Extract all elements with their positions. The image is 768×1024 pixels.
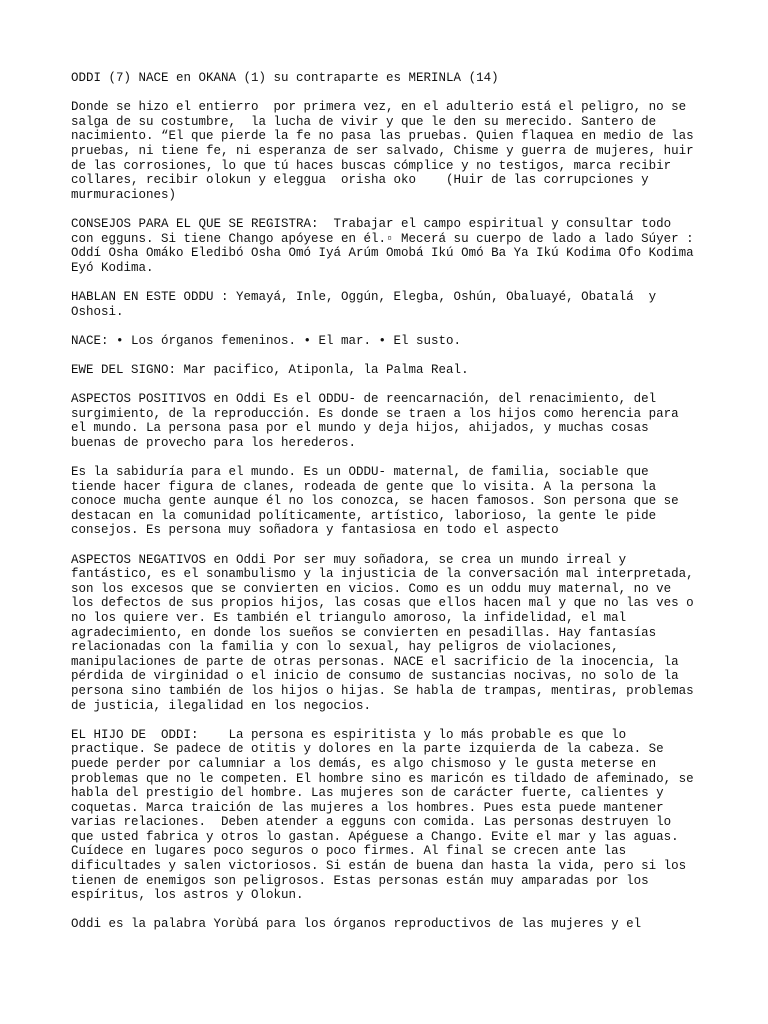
consejos-paragraph: CONSEJOS PARA EL QUE SE REGISTRA: Trabajar el campo espiritual y consultar todo con egguns. Si tiene Chango apóyese en él.▫ Mecerá su cuerpo de lado a lado Súyer : Oddí Osha Omáko Eledibó Osha Omó Iyá Arúm Omobá Ikú Omó Ba Ya Ikú Kodima Ofo Kodima Eyó Kodima.: [71, 216, 702, 275]
intro-paragraph: Donde se hizo el entierro por primera vez, en el adulterio está el peligro, no se salga de su costumbre, la lucha de vivir y que le den su merecido. Santero de nacimiento. “El que pierde la fe no pasa las pruebas. Quien flaquea en medio de las pruebas, ni tiene fe, ni esperanza de ser salvado, Chisme y guerra de mujeres, huir de las corrosiones, lo que tú haces buscas cómplice y no testigos, marca recibir collares, recibir olokun y eleggua orisha oko (Huir de las corrupciones y murmuraciones): [71, 100, 702, 202]
hablan-paragraph: HABLAN EN ESTE ODDU : Yemayá, Inle, Oggún, Elegba, Oshún, Obaluayé, Obatalá y Oshosi.: [71, 289, 664, 319]
aspectos-positivos-paragraph: ASPECTOS POSITIVOS en Oddi Es el ODDU- de reencarnación, del renacimiento, del surgimiento, de la reproducción. Es donde se traen a los hijos como herencia para el mundo. La persona pasa por el mundo y deja hijos, ahijados, y muchas cosas buenas de provecho para los herederos.: [71, 392, 687, 450]
aspectos-negativos-paragraph: ASPECTOS NEGATIVOS en Oddi Por ser muy soñadora, se crea un mundo irreal y fantástico, es el sonambulismo y la injusticia de la conversación mal interpretada, son los excesos que se convierten en vicios. Como es un oddu muy maternal, no ve los defectos de sus propios hijos, las cosas que ellos hacen mal y que no las ves o no los quiere ver. Es también el triangulo amoroso, la infidelidad, el mal agradecimiento, en donde los sueños se convierten en pesadillas. Hay fantasías relacionadas con la familia y con lo sexual, hay peligros de violaciones, manipulaciones de parte de otras personas. NACE el sacrificio de la inocencia, la pérdida de virginidad o el inicio de consumo de sustancias nocivas, no solo de la persona sino también de los hijos o hijas. Se habla de trampas, mentiras, problemas de justicia, ilegalidad en los negocios.: [71, 552, 702, 713]
nace-paragraph: NACE: • Los órganos femeninos. • El mar. • El susto.: [71, 333, 462, 348]
document-page: [71, 71, 701, 947]
document-title: ODDI (7) NACE en OKANA (1) su contraparte es MERINLA (14): [71, 71, 499, 85]
closing-paragraph: Oddi es la palabra Yorùbá para los órganos reproductivos de las mujeres y el: [71, 917, 642, 932]
hijo-de-oddi-paragraph: EL HIJO DE ODDI: La persona es espiritista y lo más probable es que lo practique. Se padece de otitis y dolores en la parte izquierda de la cabeza. Se puede perder por calumniar a los demás, es algo chismoso y le gusta meterse en problemas que no le competen. El hombre sino es maricón es tildado de afeminado, se habla del prestigio del hombre. Las mujeres son de carácter fuerte, calientes y coquetas. Marca traición de las mujeres a los hombres. Pues esta puede mantener varias relaciones. Deben atender a egguns con comida. Las personas destruyen lo que usted fabrica y otros lo gastan. Apéguese a Chango. Evite el mar y las aguas. Cuídece en lugares poco seguros o poco firmes. Al final se crecen ante las dificultades y salen victoriosos. Si están de buena dan hasta la vida, pero si los tienen de enemigos son peligrosos. Estas personas están muy amparadas por los espíritus, los astros y Olokun.: [71, 727, 702, 903]
sabiduria-paragraph: Es la sabiduría para el mundo. Es un ODDU- maternal, de familia, sociable que tiende hacer figura de clanes, rodeada de gente que lo visita. A la persona la conoce mucha gente aunque él no los conozca, se hacen famosos. Son persona que se destacan en la comunidad políticamente, artístico, laborioso, la gente le pide consejos. Es persona muy soñadora y fantasiosa en todo el aspecto: [71, 465, 687, 538]
ewe-paragraph: EWE DEL SIGNO: Mar pacifico, Atiponla, la Palma Real.: [71, 362, 469, 377]
